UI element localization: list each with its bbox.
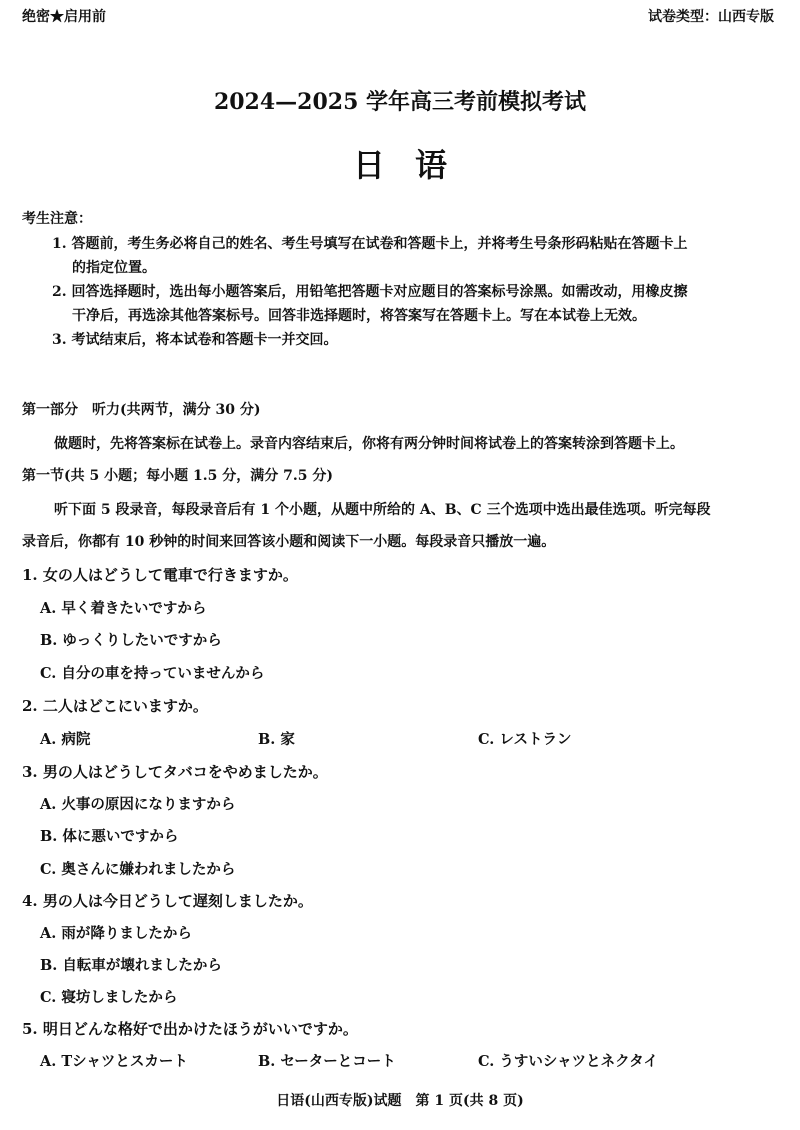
section1-heading: 第一节(共 5 小题；每小题 1.5 分，满分 7.5 分) (22, 468, 333, 484)
question-3-option-a: A. 火事の原因になりますから (40, 796, 236, 813)
question-4-option-c: C. 寝坊しましたから (40, 989, 178, 1006)
part1-heading: 第一部分 听力(共两节，满分 30 分) (22, 402, 261, 418)
part1-instruction: 做题时，先将答案标在试卷上。录音内容结束后，你将有两分钟时间将试卷上的答案转涂到答题卡上。 (54, 436, 684, 452)
notice-heading: 考生注意： (22, 211, 92, 227)
question-1-option-c: C. 自分の車を持っていませんから (40, 665, 265, 682)
question-4-option-a: A. 雨が降りましたから (40, 925, 192, 942)
exam-title: 2024—2025 学年高三考前模拟考试 (213, 89, 587, 115)
notice-item-3: 3. 考试结束后，将本试卷和答题卡一并交回。 (52, 332, 338, 348)
question-2-option-b: B. 家 (258, 731, 295, 748)
confidential-label: 绝密★启用前 (22, 9, 106, 25)
page-footer: 日语(山西专版)试题 第 1 页(共 8 页) (276, 1093, 524, 1109)
question-5-option-a: A. Tシャツとスカート (40, 1053, 188, 1070)
question-1-option-b: B. ゆっくりしたいですから (40, 632, 222, 649)
question-3-option-c: C. 奥さんに嫌われましたから (40, 861, 236, 878)
notice-item-1: 1. 答题前，考生务必将自己的姓名、考生号填写在试卷和答题卡上，并将考生号条形码粘贴在答题卡上 (52, 236, 688, 252)
question-1-option-a: A. 早く着きたいですから (40, 600, 207, 617)
notice-item-2-cont: 干净后，再选涂其他答案标号。回答非选择题时，将答案写在答题卡上。写在本试卷上无效。 (72, 308, 646, 324)
notice-item-2: 2. 回答选择题时，选出每小题答案后，用铅笔把答题卡对应题目的答案标号涂黑。如需改动，用橡皮擦 (52, 284, 688, 300)
question-4: 4. 男の人は今日どうして遅刻しましたか。 (22, 892, 313, 910)
question-5: 5. 明日どんな格好で出かけたほうがいいですか。 (22, 1020, 358, 1038)
paper-type-label: 试卷类型：山西专版 (648, 9, 774, 25)
section1-instruction-cont: 录音后，你都有 10 秒钟的时间来回答该小题和阅读下一小题。每段录音只播放一遍。 (22, 534, 556, 550)
question-4-option-b: B. 自転車が壊れましたから (40, 957, 222, 974)
question-2: 2. 二人はどこにいますか。 (22, 697, 208, 715)
question-1: 1. 女の人はどうして電車で行きますか。 (22, 566, 298, 584)
question-2-option-a: A. 病院 (40, 731, 91, 748)
notice-item-1-cont: 的指定位置。 (72, 260, 156, 276)
subject-title: 日语 (352, 146, 477, 184)
question-5-option-c: C. うすいシャツとネクタイ (478, 1053, 659, 1070)
question-2-option-c: C. レストラン (478, 731, 572, 748)
question-3: 3. 男の人はどうしてタバコをやめましたか。 (22, 763, 328, 781)
question-3-option-b: B. 体に悪いですから (40, 828, 179, 845)
section1-instruction: 听下面 5 段录音，每段录音后有 1 个小题，从题中所给的 A、B、C 三个选项中选出最佳选项。听完每段 (54, 502, 711, 518)
question-5-option-b: B. セーターとコート (258, 1053, 396, 1070)
